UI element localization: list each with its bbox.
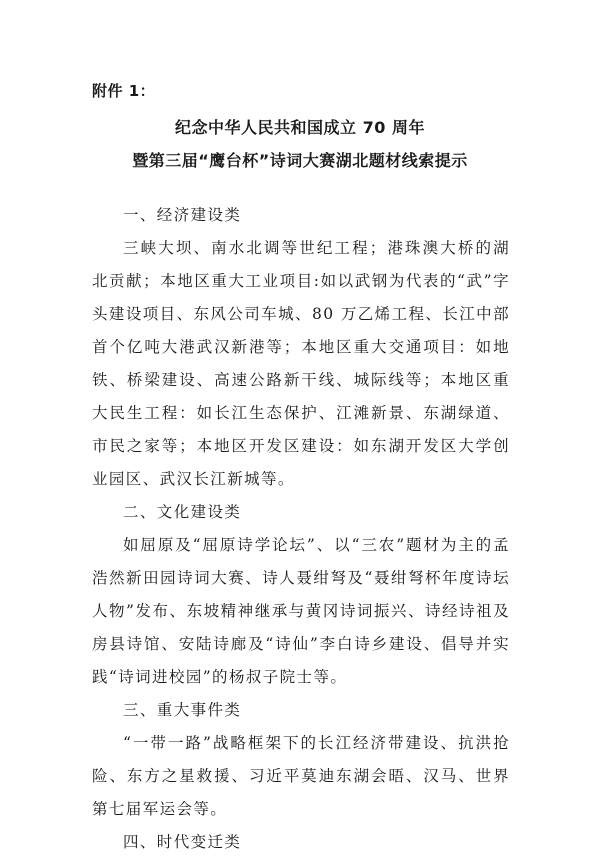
section-content-culture: 如屈原及“屈原诗学论坛”、以“三农”题材为主的孟浩然新田园诗词大赛、诗人聂绀弩及“聂绀弩杯年度诗坛人物”发布、东坡精神继承与黄冈诗词振兴、诗经诗祖及房县诗馆、安陆诗廊及“诗仙”李白诗乡建设、倡导并实践“诗词进校园”的杨叔子院士等。 <box>92 536 510 686</box>
document-title-line-1: 纪念中华人民共和国成立 70 周年 <box>175 118 425 137</box>
section-heading-culture: 二、文化建设类 <box>123 503 242 521</box>
attachment-label: 附件 1： <box>92 82 156 100</box>
section-heading-events: 三、重大事件类 <box>123 701 242 719</box>
section-content-events: “一带一路”战略框架下的长江经济带建设、抗洪抢险、东方之星救援、习近平莫迪东湖会晤、汉马、世界第七届军运会等。 <box>92 734 510 818</box>
section-heading-era-change: 四、时代变迁类 <box>123 833 242 851</box>
document-body <box>92 199 510 859</box>
document-title-line-2: 暨第三届“鹰台杯”诗词大赛湖北题材线索提示 <box>132 151 468 170</box>
section-content-economic: 三峡大坝、南水北调等世纪工程；港珠澳大桥的湖北贡献；本地区重大工业项目:如以武钢为代表的“武”字头建设项目、东风公司车城、80 万乙烯工程、长江中部首个亿吨大港武汉新港等；本地区重大交通项目：如地铁、桥梁建设、高速公路新干线、城际线等；本地区重大民生工程：如长江生态保护、江滩新景、东湖绿道、市民之家等；本地区开发区建设：如东湖开发区大学创业园区、武汉长江新城等。 <box>92 239 510 488</box>
section-heading-economic: 一、经济建设类 <box>123 206 242 224</box>
